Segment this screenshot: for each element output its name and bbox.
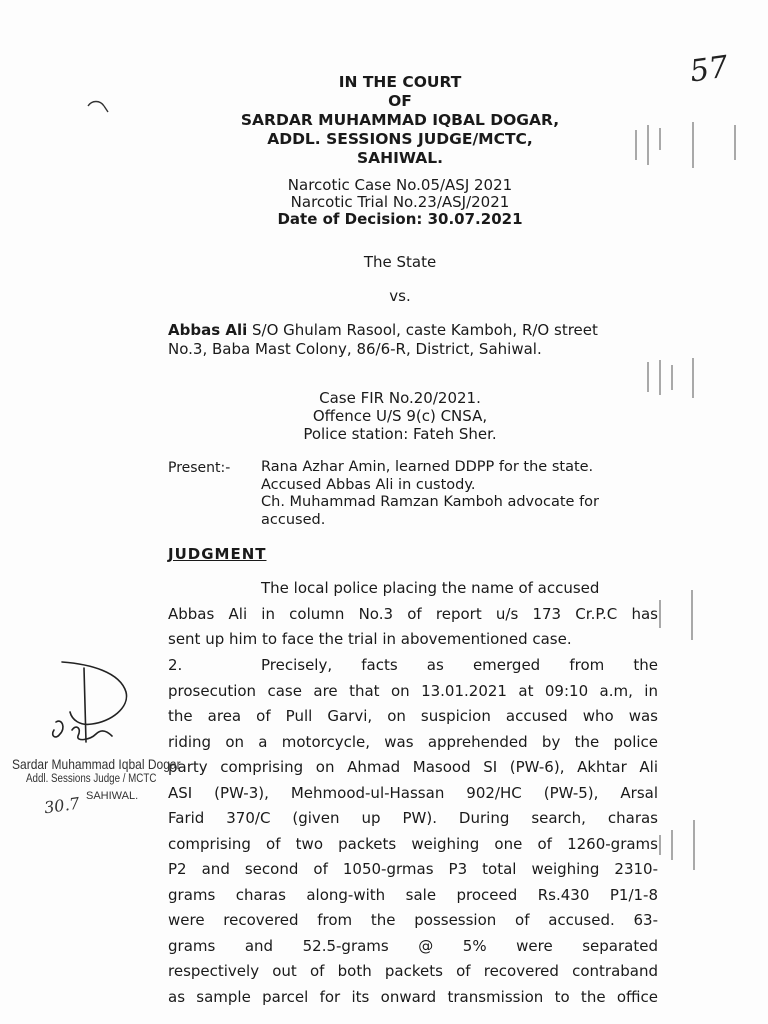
fir-info: [0, 389, 768, 443]
police-station: Police station: Fateh Sher.: [303, 425, 497, 443]
stamp-date-scrawl: 30.7: [42, 793, 81, 818]
signature-icon: [53, 662, 127, 742]
case-info: [0, 177, 768, 228]
present-item: accused.: [261, 511, 326, 528]
header-line-1: IN THE COURT: [338, 73, 462, 91]
offence: Offence U/S 9(c) CNSA,: [312, 407, 488, 425]
paragraph-line: Precisely, facts as emerged from the: [261, 656, 658, 674]
paragraph-number: 2.: [168, 656, 183, 674]
paragraph-line: The local police placing the name of accused: [261, 579, 600, 597]
paragraph-line: sent up him to face the trial in abovementioned case.: [168, 630, 572, 648]
present-list: [261, 459, 681, 529]
paragraph-line: prosecution case are that on 13.01.2021 at 09:10 a.m, in: [168, 681, 658, 700]
accused-details-2: No.3, Baba Mast Colony, 86/6-R, District, Sahiwal.: [168, 340, 542, 358]
trial-number: Narcotic Trial No.23/ASJ/2021: [290, 193, 510, 211]
header-line-3: SARDAR MUHAMMAD IQBAL DOGAR,: [240, 111, 560, 129]
paragraph-line: Abbas Ali in column No.3 of report u/s 173 Cr.P.C has: [168, 604, 658, 623]
paragraph-line: party comprising on Ahmad Masood SI (PW-6), Akhtar Ali: [168, 758, 658, 776]
stamp-place: SAHIWAL.: [86, 790, 139, 802]
header-line-4: ADDL. SESSIONS JUDGE/MCTC,: [267, 130, 533, 148]
vs-label: vs.: [389, 287, 411, 305]
present-label: Present:-: [168, 460, 231, 476]
case-number: Narcotic Case No.05/ASJ 2021: [287, 176, 513, 194]
paragraph-line: grams charas along-with sale proceed Rs.430 P1/1-8: [168, 885, 658, 904]
stamp-name: Sardar Muhammad Iqbal Dogar: [12, 756, 181, 772]
judgment-heading: JUDGMENT: [168, 545, 267, 563]
accused-details-1: S/O Ghulam Rasool, caste Kamboh, R/O street: [247, 321, 598, 339]
present-item: Rana Azhar Amin, learned DDPP for the state.: [261, 459, 594, 475]
accused-block: [168, 321, 668, 359]
accused-name: Abbas Ali: [168, 321, 248, 339]
present-item: Ch. Muhammad Ramzan Kamboh advocate for: [261, 494, 600, 510]
header-line-5: SAHIWAL.: [356, 149, 444, 167]
paragraph-line: grams and 52.5-grams @ 5% were separated: [168, 936, 658, 955]
paragraph-1: [168, 576, 658, 653]
paragraph-line: respectively out of both packets of recovered contraband: [168, 962, 658, 980]
decision-date: Date of Decision: 30.07.2021: [277, 210, 523, 228]
paragraph-line: comprising of two packets weighing one of 1260-grams: [168, 834, 658, 853]
state-label: The State: [363, 253, 437, 271]
paragraph-line: riding on a motorcycle, was apprehended by the police: [168, 732, 658, 751]
header-line-2: OF: [388, 92, 412, 110]
fir-number: Case FIR No.20/2021.: [319, 389, 481, 407]
paragraph-2: [168, 653, 658, 1010]
stamp-designation: Addl. Sessions Judge / MCTC: [26, 773, 157, 785]
paragraph-line: Farid 370/C (given up PW). During search, charas: [168, 809, 658, 827]
present-item: Accused Abbas Ali in custody.: [261, 476, 476, 493]
page-number: 57: [687, 49, 731, 90]
paragraph-line: ASI (PW-3), Mehmood-ul-Hassan 902/HC (PW-5), Arsal: [168, 783, 658, 802]
paragraph-line: the area of Pull Garvi, on suspicion accused who was: [168, 707, 658, 725]
court-header: [0, 73, 768, 168]
paragraph-line: were recovered from the possession of accused. 63-: [168, 911, 658, 929]
paragraph-line: P2 and second of 1050-grmas P3 total weighing 2310-: [168, 860, 658, 878]
paragraph-line: as sample parcel for its onward transmission to the office: [168, 987, 658, 1006]
